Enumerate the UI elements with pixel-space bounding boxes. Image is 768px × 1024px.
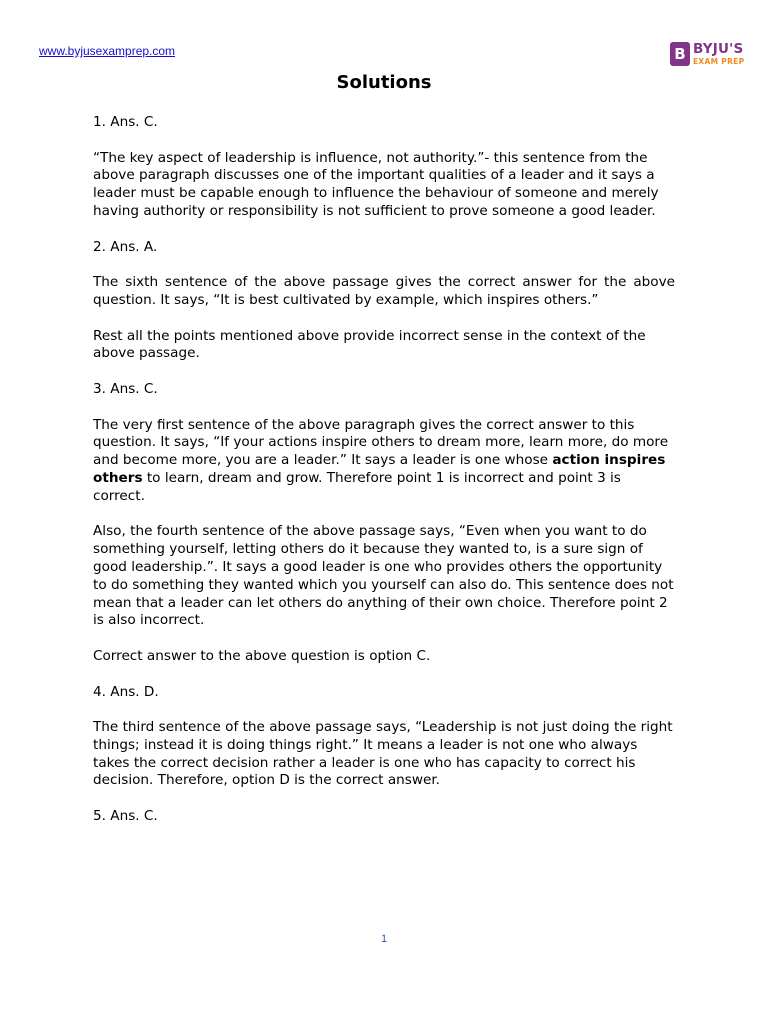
- answer-3-text-a: The very first sentence of the above paragraph gives the correct answer to this question. It says, “If your actions inspire others to dream more, learn more, do more and become more, you are a leader.” It says a leader is one whose: [93, 416, 669, 469]
- answer-3-conclusion: Correct answer to the above question is option C.: [93, 647, 431, 664]
- logo-mark-icon: B: [670, 42, 690, 66]
- answer-3-text-b: to learn, dream and grow. Therefore point 1 is incorrect and point 3 is correct.: [93, 469, 621, 504]
- answer-3-explanation: [93, 417, 675, 506]
- answer-5-heading: 5. Ans. C.: [93, 808, 158, 825]
- answer-3-heading: 3. Ans. C.: [93, 380, 158, 397]
- solutions-content: [93, 114, 675, 844]
- byjus-exam-prep-logo: [670, 42, 744, 66]
- answer-3-additional: Also, the fourth sentence of the above passage says, “Even when you want to do something yourself, letting others do it because they wanted to, is a sure sign of good leadership.”. It says a good leader is one who provides others the opportunity to do something they wanted which you yourself can also do. This sentence does not mean that a leader can let others do anything of their own choice. Therefore point 2 is also incorrect.: [93, 523, 674, 629]
- answer-1-heading: 1. Ans. C.: [93, 114, 158, 130]
- page-title: Solutions: [336, 72, 432, 93]
- answer-3-bold-phrase: action inspires others: [93, 452, 666, 486]
- logo-brand: BYJU'S: [693, 41, 744, 57]
- answer-1-explanation: “The key aspect of leadership is influence, not authority.”- this sentence from the above paragraph discusses one of the important qualities of a leader and it says a leader must be capable enough to influence the behaviour of someone and merely having authority or responsibility is not sufficient to prove someone a good leader.: [93, 149, 659, 219]
- answer-4-explanation: The third sentence of the above passage says, “Leadership is not just doing the right things; instead it is doing things right.” It means a leader is not one who always takes the correct decision rather a leader is one who has capacity to correct his decision. Therefore, option D is the correct answer.: [93, 719, 673, 789]
- answer-2-heading: 2. Ans. A.: [93, 238, 158, 255]
- answer-2-note: Rest all the points mentioned above provide incorrect sense in the context of the above passage.: [93, 327, 646, 362]
- logo-text: [693, 43, 744, 65]
- page-number: 1: [380, 933, 388, 945]
- answer-4-heading: 4. Ans. D.: [93, 683, 159, 700]
- logo-subtitle: EXAM PREP: [693, 56, 745, 66]
- site-url-link[interactable]: www.byjusexamprep.com: [39, 44, 176, 58]
- answer-2-explanation: The sixth sentence of the above passage gives the correct answer for the above question. It says, “It is best cultivated by example, which inspires others.”: [93, 274, 675, 308]
